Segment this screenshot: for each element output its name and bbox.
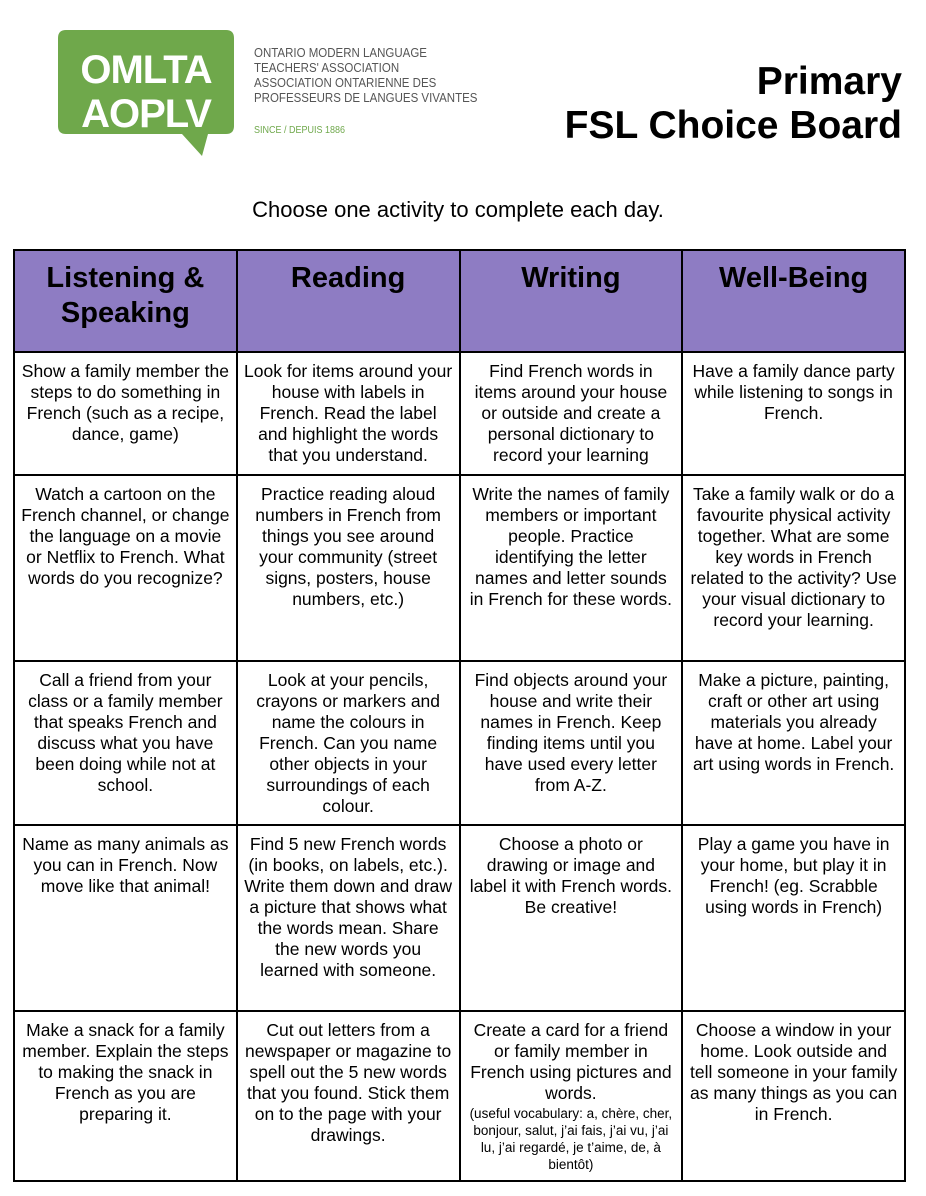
activity-cell: Look at your pencils, crayons or markers and name the colours in French. Can you name other objects in your surroundings of each colour. xyxy=(237,661,460,825)
activity-cell: Choose a photo or drawing or image and label it with French words. Be creative! xyxy=(460,825,683,1011)
activity-cell: Play a game you have in your home, but play it in French! (eg. Scrabble using words in French) xyxy=(682,825,905,1011)
activity-cell: Watch a cartoon on the French channel, or change the language on a movie or Netflix to French. What words do you recognize? xyxy=(14,475,237,661)
association-name xyxy=(254,46,477,106)
table-row xyxy=(14,661,905,825)
activity-cell: Make a picture, painting, craft or other art using materials you already have at home. Label your art using words in French. xyxy=(682,661,905,825)
table-row xyxy=(14,825,905,1011)
logo-line-english: OMLTA xyxy=(80,48,212,92)
title-line-1: Primary xyxy=(756,60,902,103)
instructions: Choose one activity to complete each day. xyxy=(252,197,664,222)
activity-cell: Find French words in items around your house or outside and create a personal dictionary to record your learning xyxy=(460,352,683,475)
activity-cell: Find 5 new French words (in books, on labels, etc.). Write them down and draw a picture that shows what the words mean. Share the new words you learned with someone. xyxy=(237,825,460,1011)
activity-cell: Name as many animals as you can in French. Now move like that animal! xyxy=(14,825,237,1011)
activity-cell: Take a family walk or do a favourite physical activity together. What are some key words in French related to the activity? Use your visual dictionary to record your learning. xyxy=(682,475,905,661)
activity-cell: Cut out letters from a newspaper or magazine to spell out the 5 new words that you found. Stick them on to the page with your drawings. xyxy=(237,1011,460,1181)
table-row xyxy=(14,352,905,475)
since-date: SINCE / DEPUIS 1886 xyxy=(254,125,346,136)
page-title xyxy=(565,60,902,148)
logo-line-french: AOPLV xyxy=(81,92,211,136)
logo-wordmark xyxy=(58,30,234,154)
choice-board-table xyxy=(13,249,906,1182)
activity-cell: Have a family dance party while listening to songs in French. xyxy=(682,352,905,475)
column-header: Well-Being xyxy=(682,250,905,352)
column-header: Reading xyxy=(237,250,460,352)
activity-cell: Look for items around your house with labels in French. Read the label and highlight the words that you understand. xyxy=(237,352,460,475)
column-header: Writing xyxy=(460,250,683,352)
activity-text: Create a card for a friend or family member in French using pictures and words. xyxy=(470,1020,672,1103)
activity-cell: Make a snack for a family member. Explain the steps to making the snack in French as you are preparing it. xyxy=(14,1011,237,1181)
table-row xyxy=(14,475,905,661)
activity-cell: Call a friend from your class or a family member that speaks French and discuss what you have been doing while not at school. xyxy=(14,661,237,825)
column-header: Listening & Speaking xyxy=(14,250,237,352)
association-line: ONTARIO MODERN LANGUAGE xyxy=(254,46,427,60)
table-row xyxy=(14,1011,905,1181)
activity-cell xyxy=(460,1011,683,1181)
title-line-2: FSL Choice Board xyxy=(564,104,902,147)
activity-cell: Show a family member the steps to do something in French (such as a recipe, dance, game) xyxy=(14,352,237,475)
association-line: ASSOCIATION ONTARIENNE DES xyxy=(254,76,437,90)
association-line: TEACHERS' ASSOCIATION xyxy=(254,61,400,75)
activity-cell: Find objects around your house and write their names in French. Keep finding items until you have used every letter from A-Z. xyxy=(460,661,683,825)
activity-cell: Choose a window in your home. Look outside and tell someone in your family as many things as you can in French. xyxy=(682,1011,905,1181)
omlta-logo xyxy=(58,30,478,158)
activity-cell: Practice reading aloud numbers in French from things you see around your community (street signs, posters, house numbers, etc.) xyxy=(237,475,460,661)
association-line: PROFESSEURS DE LANGUES VIVANTES xyxy=(254,91,478,105)
header-row xyxy=(14,250,905,352)
activity-cell: Write the names of family members or important people. Practice identifying the letter names and letter sounds in French for these words. xyxy=(460,475,683,661)
vocabulary-note: (useful vocabulary: a, chère, cher, bonjour, salut, j’ai fais, j’ai vu, j’ai lu, j’ai regardé, je t’aime, de, à bientôt) xyxy=(469,1106,673,1172)
